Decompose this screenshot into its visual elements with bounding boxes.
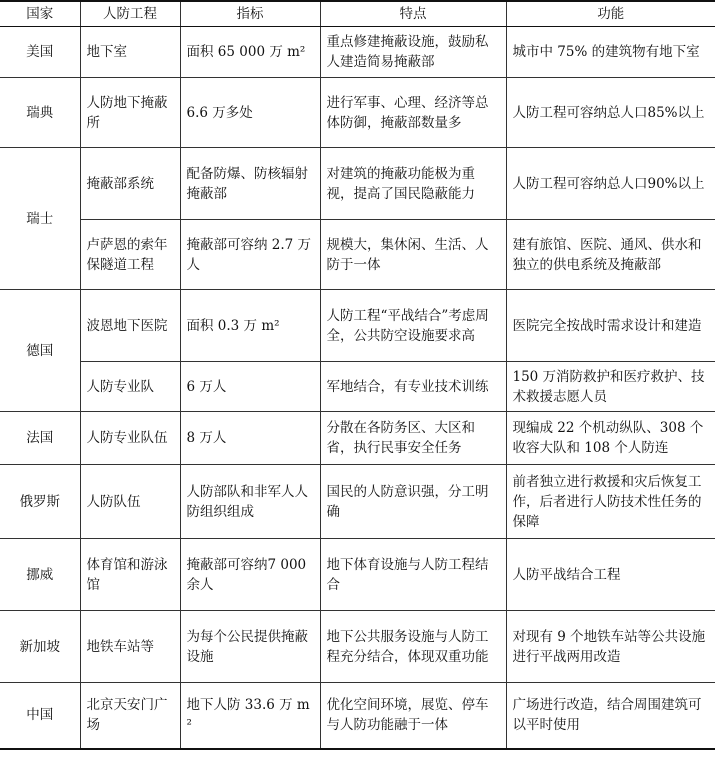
metric-cell: 掩蔽部可容纳 2.7 万人 (180, 220, 320, 290)
project-cell: 体育馆和游泳馆 (80, 539, 180, 611)
function-cell: 人防工程可容纳总人口85%以上 (506, 78, 715, 148)
country-cell: 中国 (0, 683, 80, 749)
feature-cell: 优化空间环境，展览、停车与人防功能融于一体 (320, 683, 506, 749)
country-cell: 俄罗斯 (0, 465, 80, 539)
function-cell: 广场进行改造，结合周围建筑可以平时使用 (506, 683, 715, 749)
table-row (0, 362, 715, 412)
feature-cell: 重点修建掩蔽设施，鼓励私人建造简易掩蔽部 (320, 27, 506, 78)
function-cell: 建有旅馆、医院、通风、供水和独立的供电系统及掩蔽部 (506, 220, 715, 290)
table-row (0, 611, 715, 683)
feature-cell: 规模大，集休闲、生活、人防于一体 (320, 220, 506, 290)
feature-cell: 地下体育设施与人防工程结合 (320, 539, 506, 611)
project-cell: 卢萨恩的索年保隧道工程 (80, 220, 180, 290)
metric-cell: 为每个公民提供掩蔽设施 (180, 611, 320, 683)
metric-cell: 面积 65 000 万 m² (180, 27, 320, 78)
header-country: 国家 (0, 1, 80, 27)
header-feature: 特点 (320, 1, 506, 27)
country-cell: 美国 (0, 27, 80, 78)
header-project: 人防工程 (80, 1, 180, 27)
table-row (0, 220, 715, 290)
table-row (0, 290, 715, 362)
feature-cell: 对建筑的掩蔽功能极为重视，提高了国民隐蔽能力 (320, 148, 506, 220)
project-cell: 掩蔽部系统 (80, 148, 180, 220)
table-row (0, 148, 715, 220)
function-cell: 人防工程可容纳总人口90%以上 (506, 148, 715, 220)
project-cell: 北京天安门广场 (80, 683, 180, 749)
table-row (0, 412, 715, 465)
country-cell: 瑞典 (0, 78, 80, 148)
feature-cell: 国民的人防意识强，分工明确 (320, 465, 506, 539)
metric-cell: 6 万人 (180, 362, 320, 412)
function-cell: 对现有 9 个地铁车站等公共设施进行平战两用改造 (506, 611, 715, 683)
function-cell: 城市中 75% 的建筑物有地下室 (506, 27, 715, 78)
metric-cell: 地下人防 33.6 万 m² (180, 683, 320, 749)
country-cell: 瑞士 (0, 148, 80, 290)
function-cell: 150 万消防救护和医疗救护、技术救援志愿人员 (506, 362, 715, 412)
country-cell: 新加坡 (0, 611, 80, 683)
project-cell: 地铁车站等 (80, 611, 180, 683)
header-function: 功能 (506, 1, 715, 27)
country-cell: 法国 (0, 412, 80, 465)
feature-cell: 进行军事、心理、经济等总体防御，掩蔽部数量多 (320, 78, 506, 148)
metric-cell: 6.6 万多处 (180, 78, 320, 148)
header-metric: 指标 (180, 1, 320, 27)
project-cell: 人防队伍 (80, 465, 180, 539)
project-cell: 波恩地下医院 (80, 290, 180, 362)
feature-cell: 分散在各防务区、大区和省，执行民事安全任务 (320, 412, 506, 465)
header-row (0, 1, 715, 27)
feature-cell: 人防工程“平战结合”考虑周全，公共防空设施要求高 (320, 290, 506, 362)
table-row (0, 539, 715, 611)
table-row (0, 27, 715, 78)
metric-cell: 配备防爆、防核辐射掩蔽部 (180, 148, 320, 220)
project-cell: 人防地下掩蔽所 (80, 78, 180, 148)
project-cell: 地下室 (80, 27, 180, 78)
project-cell: 人防专业队伍 (80, 412, 180, 465)
function-cell: 人防平战结合工程 (506, 539, 715, 611)
metric-cell: 面积 0.3 万 m² (180, 290, 320, 362)
function-cell: 前者独立进行救援和灾后恢复工作，后者进行人防技术性任务的保障 (506, 465, 715, 539)
metric-cell: 8 万人 (180, 412, 320, 465)
metric-cell: 人防部队和非军人人防组织组成 (180, 465, 320, 539)
function-cell: 医院完全按战时需求设计和建造 (506, 290, 715, 362)
country-cell: 德国 (0, 290, 80, 412)
feature-cell: 军地结合，有专业技术训练 (320, 362, 506, 412)
table-row (0, 78, 715, 148)
table-row (0, 465, 715, 539)
project-cell: 人防专业队 (80, 362, 180, 412)
feature-cell: 地下公共服务设施与人防工程充分结合，体现双重功能 (320, 611, 506, 683)
table-row (0, 683, 715, 749)
function-cell: 现编成 22 个机动纵队、308 个收容大队和 108 个人防连 (506, 412, 715, 465)
metric-cell: 掩蔽部可容纳7 000 余人 (180, 539, 320, 611)
country-cell: 挪威 (0, 539, 80, 611)
